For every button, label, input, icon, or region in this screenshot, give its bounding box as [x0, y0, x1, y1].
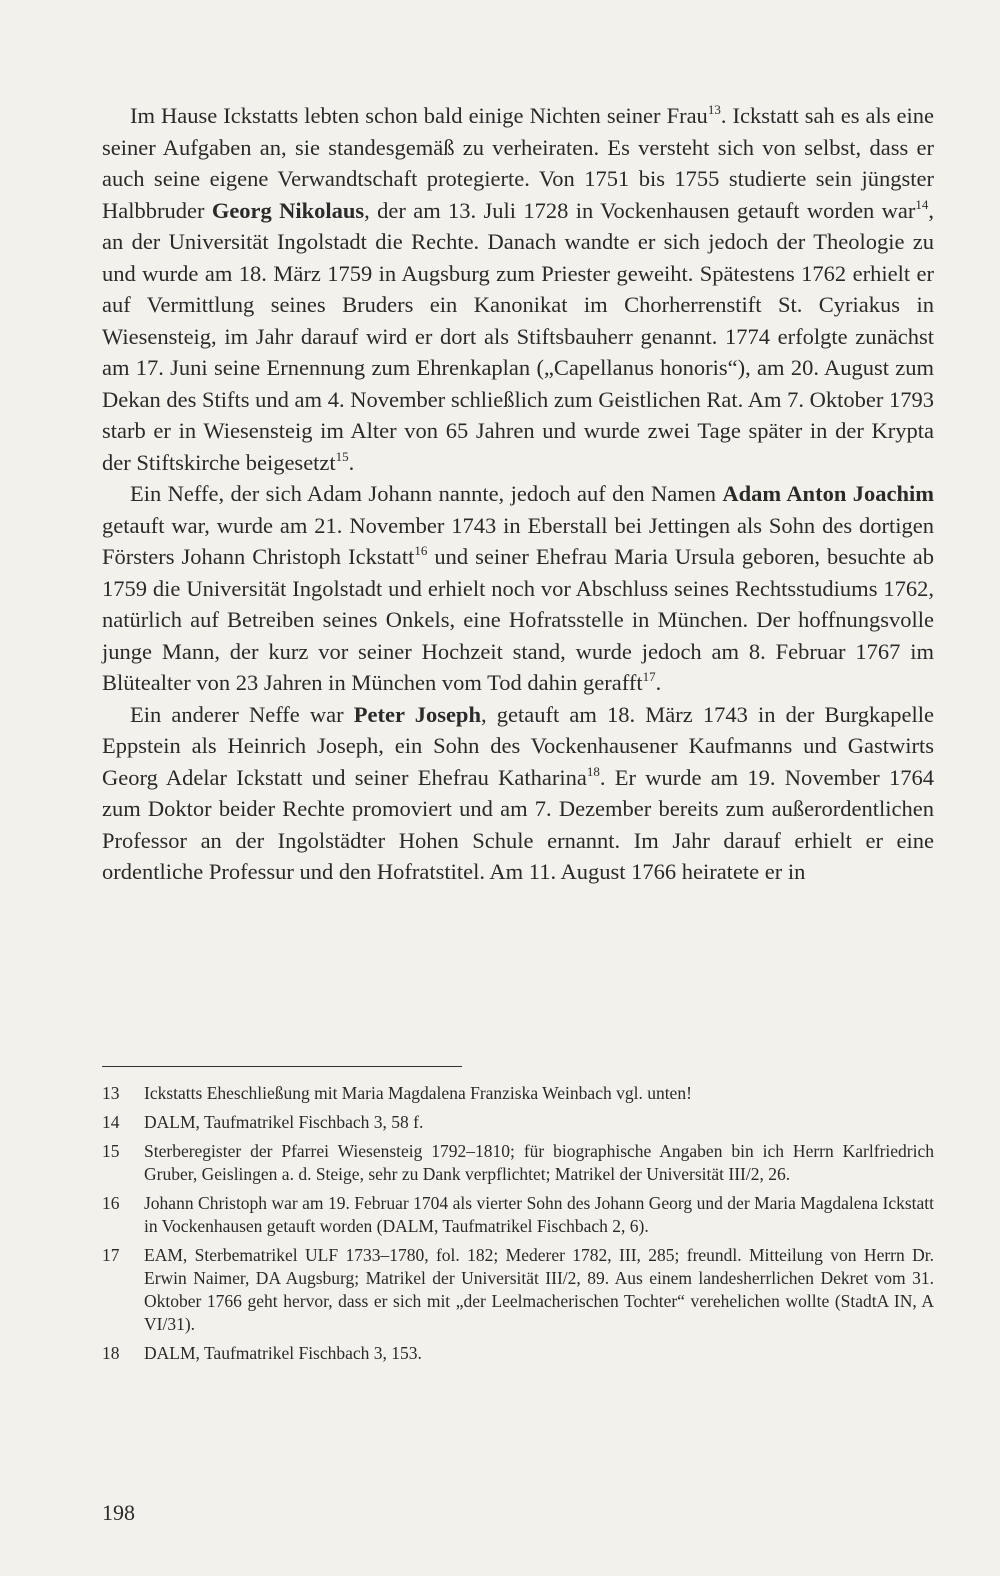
- footnote-16: [102, 1192, 934, 1238]
- person-name: Peter Joseph: [353, 701, 481, 727]
- footnote-divider: [102, 1066, 462, 1067]
- footnote-number: 16: [102, 1193, 120, 1213]
- footnote-17: [102, 1244, 934, 1336]
- text-run: , der am 13. Juli 1728 in Vockenhausen getauft worden war: [364, 197, 916, 223]
- text-run: . Er wurde am 19. November 1764 zum Doktor beider Rechte promoviert und am 7. Dezember bereits zum außerordentlichen Professor an der Ingolstädter Hohen Schule ernannt. Im Jahr darauf erhielt er eine ordentliche Professur und den Hofratstitel. Am 11. August 1766 heiratete er in: [102, 764, 935, 884]
- paragraph-adam-anton-joachim: [102, 478, 934, 699]
- footnote-text: DALM, Taufmatrikel Fischbach 3, 58 f.: [144, 1112, 424, 1132]
- paragraph-peter-joseph: [102, 699, 934, 888]
- text-run: Ein anderer Neffe war: [130, 701, 354, 727]
- footnote-13: [102, 1082, 934, 1105]
- footnotes: [102, 1082, 934, 1371]
- footnote-ref[interactable]: 16: [414, 543, 428, 558]
- footnote-number: 15: [102, 1141, 120, 1161]
- text-run: Im Hause Ickstatts lebten schon bald einige Nichten seiner Frau: [130, 103, 708, 128]
- text-run: .: [348, 449, 355, 475]
- footnote-number: 18: [102, 1343, 120, 1363]
- footnote-text: Ickstatts Eheschließung mit Maria Magdalena Franziska Weinbach vgl. unten!: [144, 1083, 692, 1103]
- footnote-ref[interactable]: 14: [915, 196, 929, 212]
- paragraph-georg-nikolaus: [102, 100, 934, 478]
- footnote-number: 13: [102, 1083, 120, 1103]
- footnote-15: [102, 1140, 934, 1186]
- footnote-number: 17: [102, 1245, 120, 1265]
- text-run: .: [655, 670, 662, 695]
- footnote-ref[interactable]: 13: [707, 102, 721, 117]
- footnote-text: DALM, Taufmatrikel Fischbach 3, 153.: [144, 1343, 422, 1363]
- footnote-18: [102, 1342, 934, 1365]
- text-run: , getauft am 18. März 1743 in der Burgkapelle Eppstein als Heinrich Joseph, ein Sohn des Vockenhausener Kaufmanns und Gastwirts Georg Adelar Ickstatt und seiner Ehefrau Katharina: [102, 701, 935, 790]
- footnote-14: [102, 1111, 934, 1134]
- text-run: getauft war, wurde am 21. November 1743 in Eberstall bei Jettingen als Sohn des dortigen Försters Johann Christoph Ickstatt: [102, 512, 934, 569]
- text-run: Ein Neffe, der sich Adam Johann nannte, jedoch auf den Namen: [130, 481, 723, 506]
- person-name: Georg Nikolaus: [211, 197, 365, 223]
- text-run: , an der Universität Ingolstadt die Rechte. Danach wandte er sich jedoch der Theologie zu und wurde am 18. März 1759 in Augsburg zum Priester geweiht. Spätestens 1762 erhielt er auf Vermittlung seines Bruders ein Kanonikat im Chorherrenstift St. Cyriakus in Wiesensteig, im Jahr darauf wird er dort als Stiftsbauherr genannt. 1774 erfolgte zunächst am 17. Juni seine Ernennung zum Ehrenkaplan („Capellanus honoris“), am 20. August zum Dekan des Stifts und am 4. November schließlich zum Geistlichen Rat. Am 7. Oktober 1793 starb er in Wiesensteig im Alter von 65 Jahren und wurde zwei Tage später in der Krypta der Stiftskirche beigesetzt: [102, 197, 935, 475]
- footnote-number: 14: [102, 1112, 120, 1132]
- footnote-text: Johann Christoph war am 19. Februar 1704 als vierter Sohn des Johann Georg und der Maria Magdalena Ickstatt in Vockenhausen getauft worden (DALM, Taufmatrikel Fischbach 2, 6).: [144, 1193, 934, 1236]
- text-run: . Ickstatt sah es als eine seiner Aufgaben an, sie standesgemäß zu verheiraten. Es versteht sich von selbst, dass er auch seine eigene Verwandtschaft protegierte. Von 1751 bis 1755 studierte sein jüngster Halbbruder: [102, 103, 934, 223]
- text-run: und seiner Ehefrau Maria Ursula geboren, besuchte ab 1759 die Universität Ingolstadt und erhielt noch vor Abschluss seines Rechtsstudiums 1762, natürlich auf Betreiben seines Onkels, eine Hofratsstelle in München. Der hoffnungsvolle junge Mann, der kurz vor seiner Hochzeit stand, wurde jedoch am 8. Februar 1767 im Blütealter von 23 Jahren in München vom Tod dahin gerafft: [102, 544, 934, 695]
- page-number: 198: [102, 1500, 135, 1525]
- body-text: [102, 100, 934, 888]
- footnote-ref[interactable]: 17: [642, 669, 656, 684]
- footnote-text: Sterberegister der Pfarrei Wiesensteig 1792–1810; für biographische Angaben bin ich Herrn Karlfriedrich Gruber, Geislingen a. d. Steige, sehr zu Dank verpflichtet; Matrikel der Universität III/2, 26.: [144, 1141, 934, 1184]
- footnote-ref[interactable]: 18: [586, 763, 600, 779]
- footnote-text: EAM, Sterbematrikel ULF 1733–1780, fol. 182; Mederer 1782, III, 285; freundl. Mitteilung von Herrn Dr. Erwin Naimer, DA Augsburg; Matrikel der Universität III/2, 89. Aus einem landesherrlichen Dekret vom 31. Oktober 1766 geht hervor, dass er sich mit „der Leelmacherischen Tochter“ verehelichen wollte (StadtA IN, A VI/31).: [144, 1245, 934, 1334]
- person-name: Adam Anton Joachim: [722, 481, 934, 506]
- footnote-ref[interactable]: 15: [335, 448, 349, 464]
